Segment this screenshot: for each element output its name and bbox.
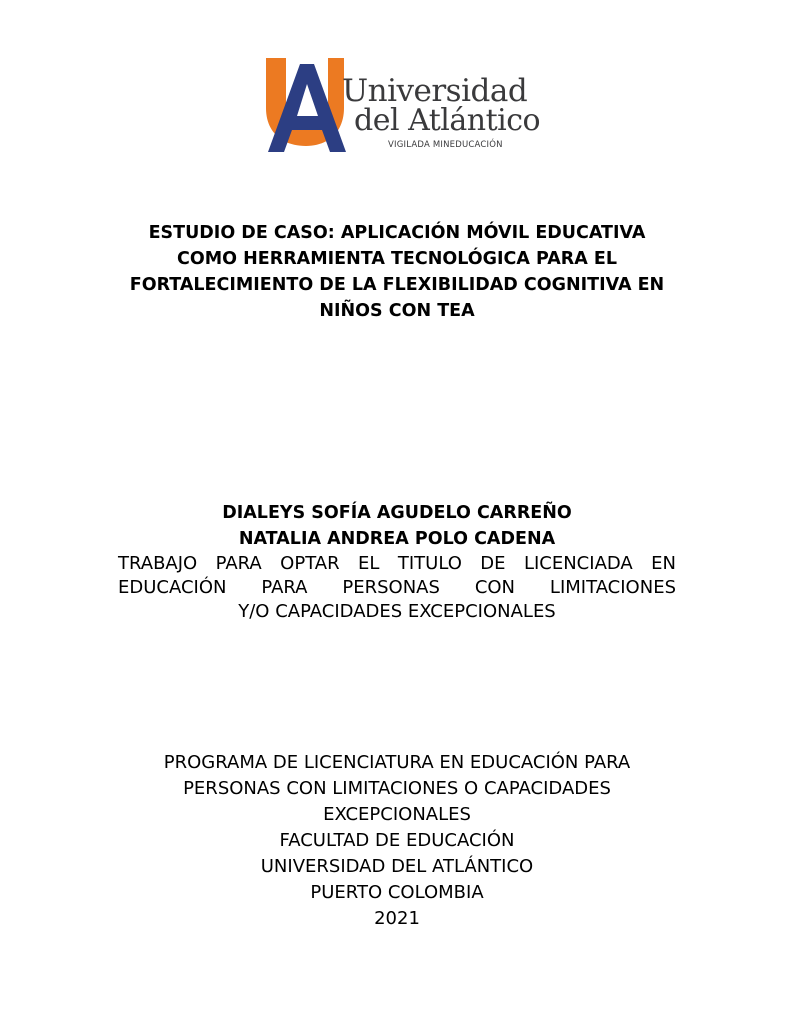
authors xyxy=(100,500,694,552)
city-line: PUERTO COLOMBIA xyxy=(310,882,484,903)
institution-info xyxy=(100,750,694,932)
degree-line: Y/O CAPACIDADES EXCEPCIONALES xyxy=(238,601,556,622)
university-logo xyxy=(264,56,541,160)
degree-statement xyxy=(118,552,676,624)
year-line: 2021 xyxy=(374,908,420,929)
university-logo-mark-icon xyxy=(264,56,346,154)
title-line: FORTALECIMIENTO DE LA FLEXIBILIDAD COGNITIVA EN xyxy=(129,275,665,295)
thesis-title xyxy=(100,220,694,324)
author-name: NATALIA ANDREA POLO CADENA xyxy=(238,529,556,549)
university-line: UNIVERSIDAD DEL ATLÁNTICO xyxy=(260,856,534,877)
degree-line: TRABAJO PARA OPTAR EL TITULO DE LICENCIADA EN xyxy=(118,553,676,574)
title-line: NIÑOS CON TEA xyxy=(319,301,475,321)
institution-line: PERSONAS CON LIMITACIONES O CAPACIDADES xyxy=(183,778,611,799)
institution-line: EXCEPCIONALES xyxy=(323,804,471,825)
logo-text-universidad: Universidad xyxy=(342,73,528,109)
institution-line: PROGRAMA DE LICENCIATURA EN EDUCACIÓN PARA xyxy=(163,752,631,773)
degree-line: EDUCACIÓN PARA PERSONAS CON LIMITACIONES xyxy=(118,577,676,598)
title-line: COMO HERRAMIENTA TECNOLÓGICA PARA EL xyxy=(177,249,617,269)
author-name: DIALEYS SOFÍA AGUDELO CARREÑO xyxy=(222,503,572,523)
logo-tagline: VIGILADA MINEDUCACIÓN xyxy=(388,140,503,150)
title-line: ESTUDIO DE CASO: APLICACIÓN MÓVIL EDUCATIVA xyxy=(148,223,646,243)
logo-text-del-atlantico: del Atlántico xyxy=(354,103,541,138)
faculty-line: FACULTAD DE EDUCACIÓN xyxy=(279,830,515,851)
